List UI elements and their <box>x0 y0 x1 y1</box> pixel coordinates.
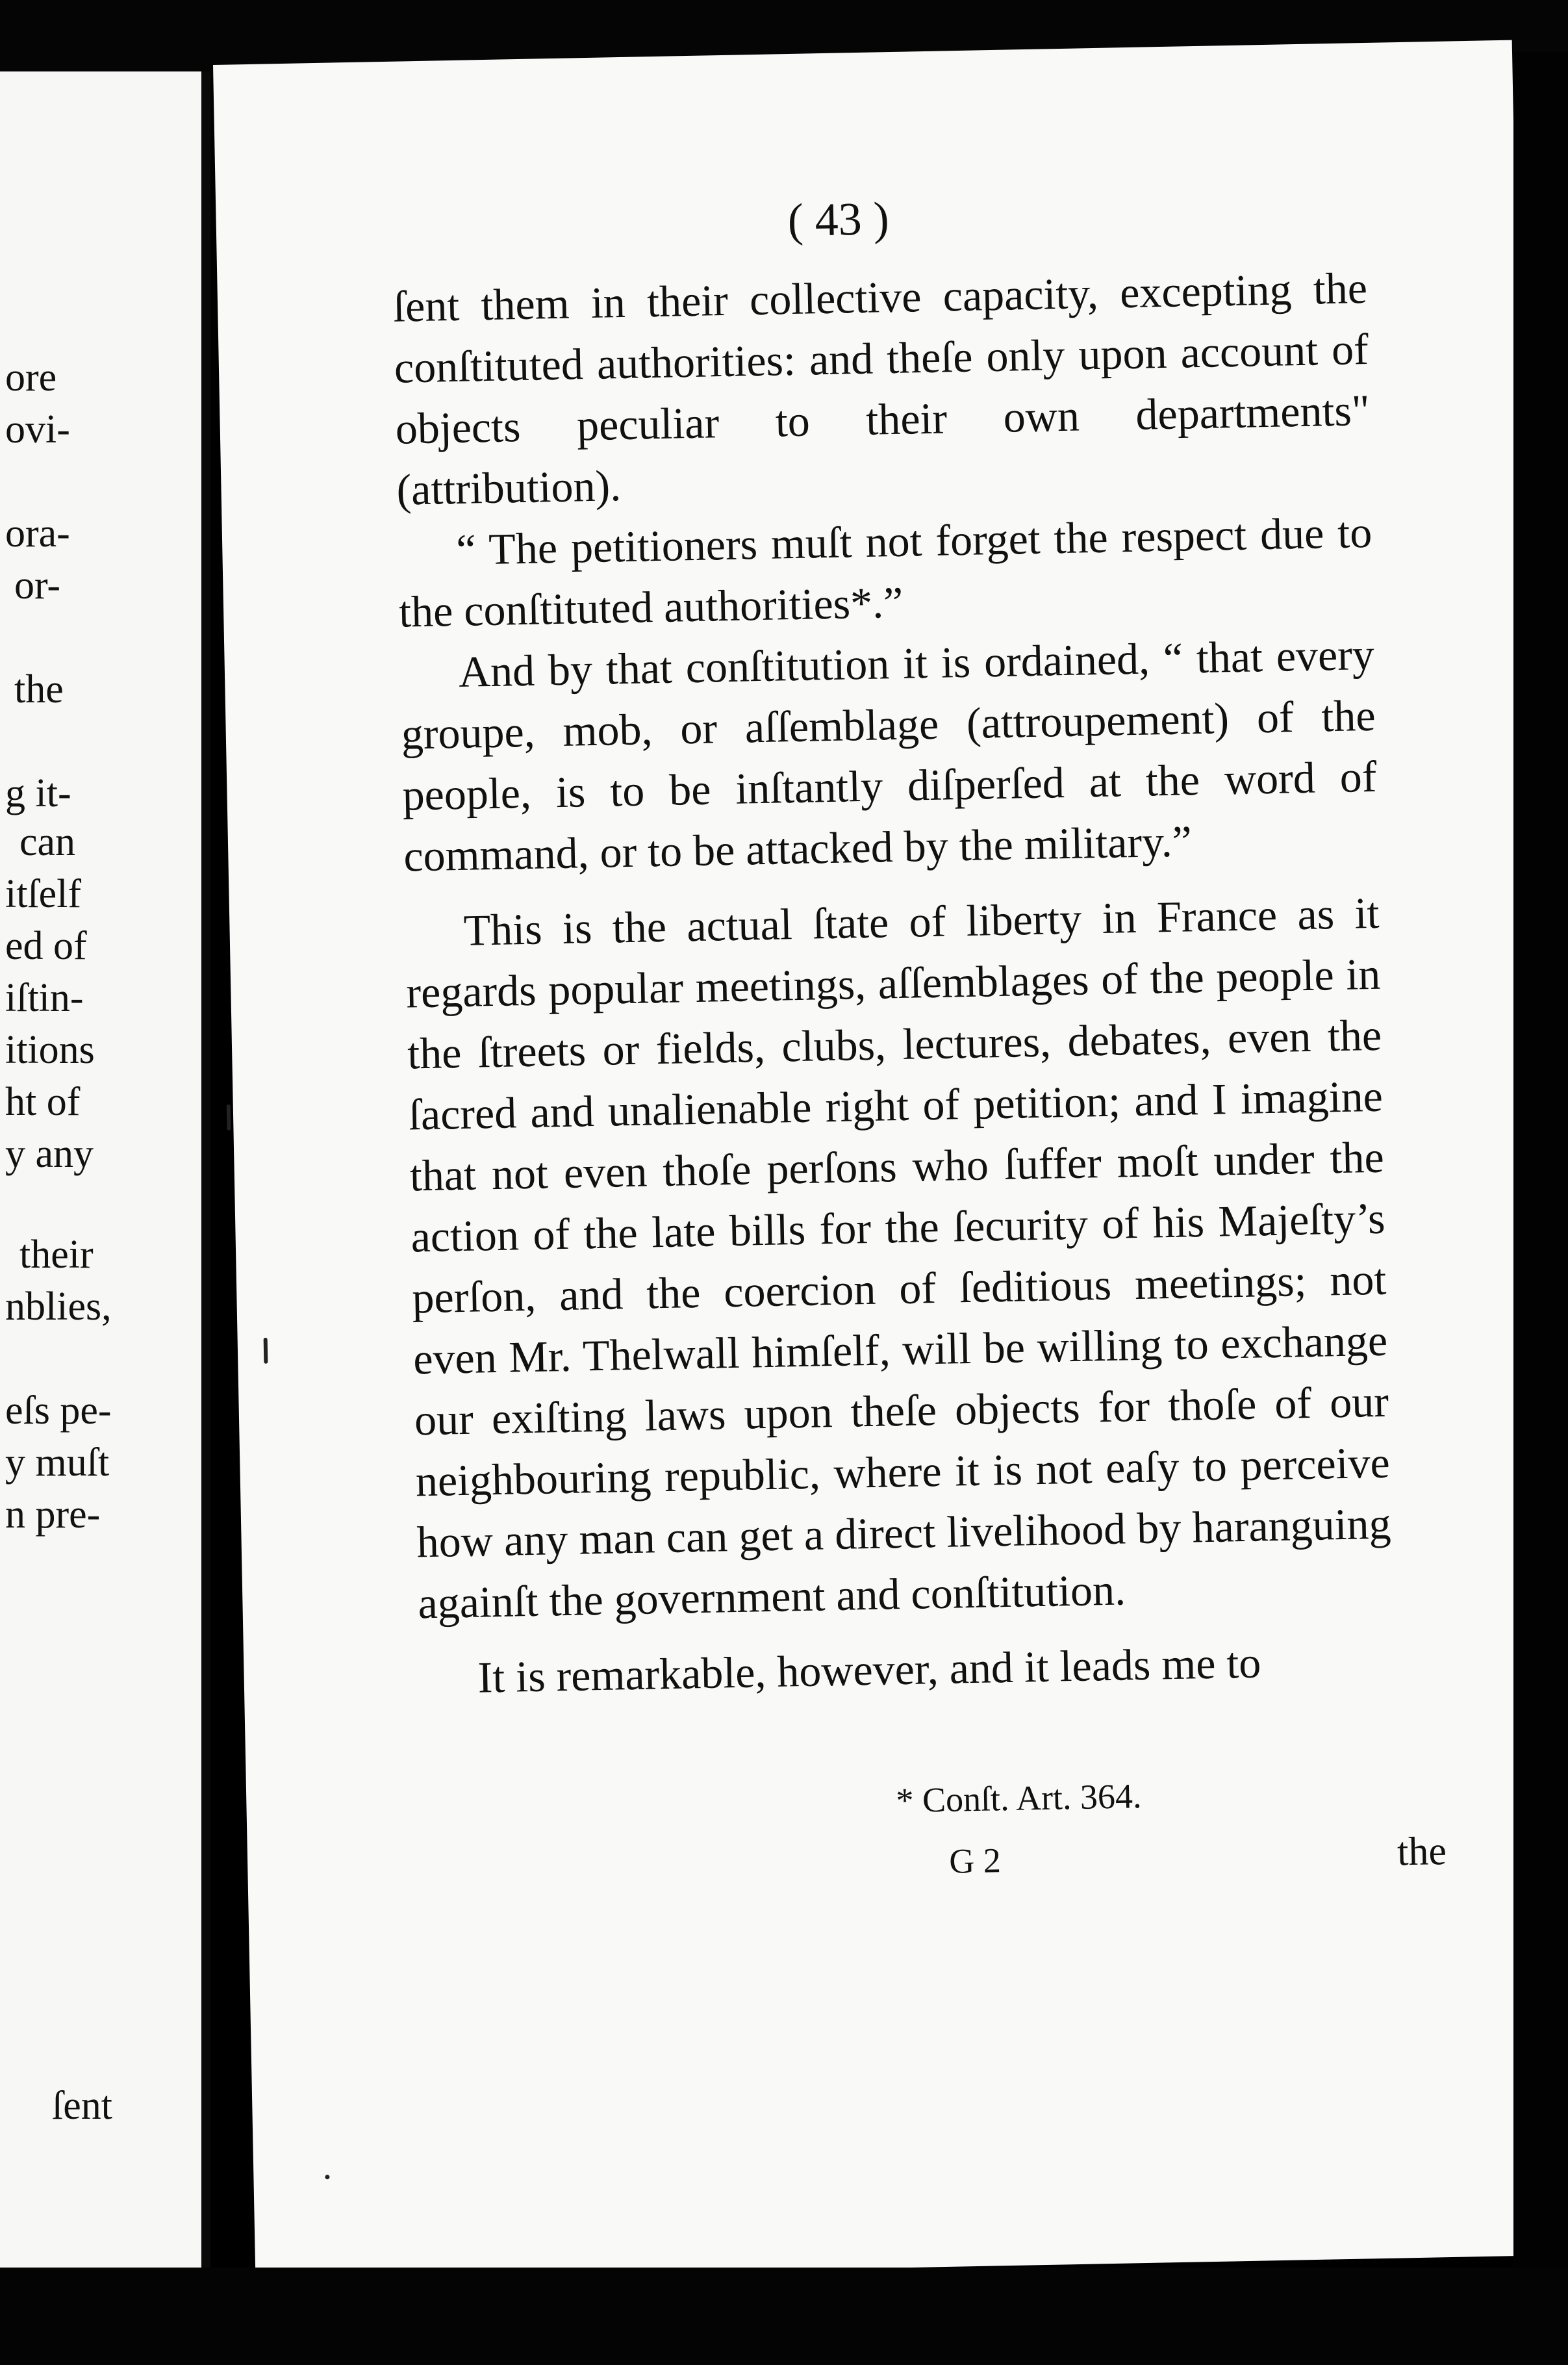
left-page-fragment: ore <box>5 355 57 400</box>
paragraph: ſent them in their collective capacity, excepting the conſtituted authorities: and theſe only upon account of objects peculiar to their own departments" (attribution). <box>392 262 1371 515</box>
left-page-fragment: g it- <box>5 771 71 815</box>
left-page-fragment: iſtin- <box>5 976 84 1020</box>
left-page-fragment: ovi- <box>5 407 70 452</box>
left-page-fragment: or- <box>14 563 61 607</box>
scan-border-right <box>1513 52 1568 2365</box>
left-page-fragment: ed of <box>5 924 87 968</box>
left-page-fragment: itſelf <box>5 872 82 916</box>
left-page-fragment: ora- <box>5 511 70 556</box>
left-page-fragment: y any <box>5 1132 94 1176</box>
left-page-fragment: nblies, <box>5 1285 112 1329</box>
scan-border-bottom <box>0 2268 1568 2365</box>
left-page-fragment: y muſt <box>5 1440 110 1485</box>
ink-speck <box>325 2175 329 2179</box>
page-body <box>392 257 1394 1709</box>
right-page <box>213 40 1554 2281</box>
left-page-fragment: the <box>14 667 64 711</box>
ink-speck <box>264 1338 268 1364</box>
footnote: * Conſt. Art. 364. <box>895 1776 1143 1821</box>
left-page-fragment: can <box>19 820 76 864</box>
ink-speck <box>227 1105 231 1131</box>
left-page-fragment: ht of <box>5 1080 81 1124</box>
left-page-fragment: n pre- <box>5 1492 101 1537</box>
left-page-fragment: itions <box>5 1028 95 1072</box>
paragraph: “ The petitioners muſt not forget the respect due to the conſtituted authorities*.” <box>398 507 1372 637</box>
paragraph: It is remarkable, however, and it leads me to <box>477 1637 1261 1702</box>
left-page-fragment: their <box>19 1233 94 1277</box>
page-number: ( 43 ) <box>787 192 890 247</box>
left-page-fragment: ſent <box>52 2084 112 2128</box>
page-gutter <box>201 71 210 2268</box>
catchword: the <box>1397 1829 1447 1874</box>
paragraph: This is the actual ſtate of liberty in France as it regards popular meetings, aſſemblages of the people in the ſtreets or fields, clubs, lectures, debates, even the ſacred and unalienable right of petition; and I imagine that not even thoſe perſons who ſuffer moſt under the action of the late bills for the ſecurity of his Majeſty’s perſon, and the coercion of ſeditious meetings; not even Mr. Thelwall himſelf, will be willing to exchange our exiſting laws upon theſe objects for thoſe of our neighbouring republic, where it is not eaſy to perceive how any man can get a direct livelihood by haranguing againſt the government and conſtitution. <box>405 888 1392 1628</box>
paragraph: And by that conſtitution it is ordained, “ that every groupe, mob, or aſſemblage (attroupement) of the people, is to be inſtantly diſperſed at the word of command, or to be attacked by the military.” <box>401 629 1378 881</box>
left-page-fragment: eſs pe- <box>5 1388 112 1433</box>
signature-mark: G 2 <box>948 1841 1002 1881</box>
left-page-edge <box>0 71 207 2268</box>
